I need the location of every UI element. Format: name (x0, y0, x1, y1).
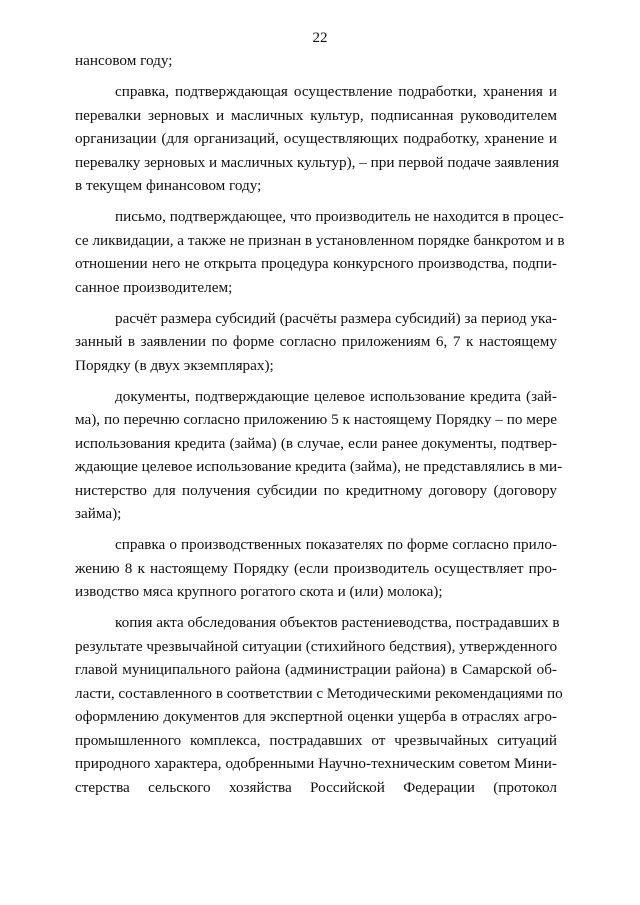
text-line: справка о производственных показателях по форме согласно прило- (115, 536, 557, 553)
text-line: оформлению документов для экспертной оценки ущерба в отраслях агро- (75, 708, 557, 725)
paragraph (75, 533, 557, 604)
text-line: природного характера, одобренными Научно-техническим советом Мини- (75, 755, 557, 772)
text-line: Порядку (в двух экземплярах); (75, 356, 274, 374)
text-line: занный в заявлении по форме согласно приложениям 6, 7 к настоящему (75, 333, 557, 350)
text-line: нистерство для получения субсидии по кредитному договору (договору (75, 481, 557, 499)
text-line: займа); (75, 505, 122, 522)
text-line: перевалки зерновых и масличных культур, подписанная руководителем (75, 106, 557, 124)
paragraph-gap (75, 377, 557, 385)
paragraph (75, 307, 557, 378)
text-line: изводство мяса крупного рогатого скота и (или) молока); (75, 583, 443, 600)
text-line: перевалку зерновых и масличных культур), – при первой подаче заявления (75, 153, 559, 171)
text-line: промышленного комплекса, пострадавших от чрезвычайных ситуаций (75, 731, 557, 749)
text-line: расчёт размера субсидий (расчёты размера субсидий) за период ука- (115, 309, 557, 327)
text-line: ма), по перечню согласно приложению 5 к настоящему Порядку – по мере (75, 411, 557, 428)
text-line: санное производителем; (75, 278, 233, 296)
text-line: копия акта обследования объектов растениеводства, пострадавших в (115, 614, 560, 631)
text-line: нансовом году; (75, 52, 173, 69)
paragraph-gap (75, 198, 557, 206)
text-line: организации (для организаций, осуществляющих подработку, хранение и (75, 130, 557, 147)
text-line: письмо, подтверждающее, что производитель не находится в процес- (115, 208, 564, 225)
text-line: результате чрезвычайной ситуации (стихийного бедствия), утвержденного (75, 637, 558, 655)
paragraph-gap (75, 526, 557, 534)
text-line: использования кредита (займа) (в случае, если ранее документы, подтвер- (75, 434, 557, 452)
text-line: стерства сельского хозяйства Российской Федерации (протокол (75, 778, 557, 796)
paragraph (75, 49, 557, 73)
paragraph (75, 385, 563, 526)
page-number: 22 (312, 30, 328, 46)
text-line: главой муниципального района (администрации района) в Самарской об- (75, 661, 557, 678)
text-line: ласти, составленного в соответствии с Методическими рекомендациями по (75, 684, 563, 702)
text-line: отношении него не открыта процедура конкурсного производства, подпи- (75, 255, 557, 272)
paragraph-gap (75, 604, 557, 612)
text-line: ждающие целевое использование кредита (займа), не представлялись в ми- (75, 458, 563, 475)
text-line: се ликвидации, а также не признан в установленном порядке банкротом и в (75, 231, 565, 249)
paragraph-gap (75, 73, 557, 81)
paragraph (75, 80, 557, 198)
document-body (75, 49, 565, 799)
text-line: жению 8 к настоящему Порядку (если производитель осуществляет про- (75, 559, 557, 577)
paragraph-gap (75, 299, 557, 307)
text-line: в текущем финансовом году; (75, 177, 262, 194)
paragraph (75, 205, 565, 299)
paragraph (75, 611, 563, 799)
text-line: документы, подтверждающие целевое использование кредита (зай- (115, 387, 557, 405)
text-line: справка, подтверждающая осуществление подработки, хранения и (115, 83, 557, 100)
